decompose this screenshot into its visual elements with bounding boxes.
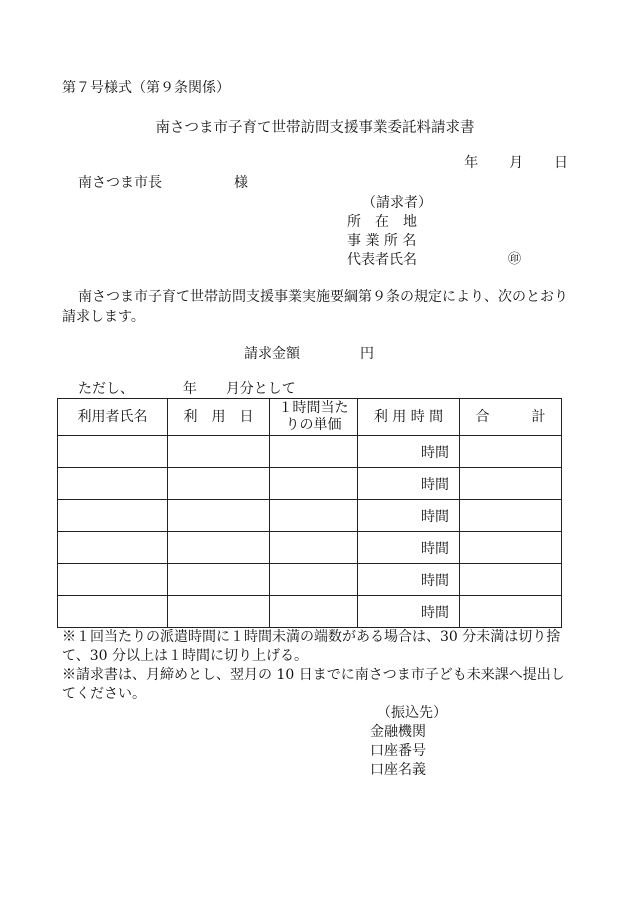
cell-user-name (58, 596, 168, 628)
amount-unit: 円 (360, 346, 374, 362)
addressee-name: 南さつま市長 (78, 175, 162, 191)
requester-business-label: 事 業 所 名 (347, 233, 417, 249)
header-usage-hours: 利 用 時 間 (358, 399, 460, 436)
document-title: 南さつま市子育て世帯訪問支援事業委託料請求書 (155, 120, 475, 136)
cell-unit-price (270, 564, 358, 596)
addressee (78, 174, 248, 192)
cell-user-name (58, 436, 168, 468)
bank-institution-label: 金融機関 (370, 724, 426, 740)
cell-usage-date (168, 436, 270, 468)
note-submission: ※請求書は、月締めとし、翌月の 10 日までに南さつま市子ども未来課へ提出してください。 (62, 667, 565, 702)
date-year: 年 (464, 155, 479, 171)
addressee-honorific: 様 (234, 175, 248, 191)
bank-heading: （振込先） (377, 705, 447, 721)
header-usage-date: 利 用 日 (168, 399, 270, 436)
bank-account-number-label: 口座番号 (370, 743, 426, 759)
table-header-row (58, 399, 562, 436)
cell-total (460, 468, 562, 500)
cell-user-name (58, 500, 168, 532)
header-user-name: 利用者氏名 (58, 399, 168, 436)
date-line (464, 154, 568, 172)
proviso-year: 年 (182, 381, 197, 397)
date-month: 月 (509, 155, 524, 171)
cell-usage-date (168, 596, 270, 628)
notes (62, 628, 574, 704)
table-row (58, 532, 562, 564)
date-day: 日 (554, 155, 568, 171)
table-row (58, 596, 562, 628)
cell-user-name (58, 468, 168, 500)
requester-heading: （請求者） (362, 195, 432, 211)
cell-total (460, 500, 562, 532)
proviso-line (78, 380, 296, 398)
requester-representative-label: 代表者氏名 (347, 252, 417, 268)
cell-total (460, 596, 562, 628)
cell-unit-price (270, 596, 358, 628)
amount-label: 請求金額 (244, 346, 300, 362)
cell-total (460, 532, 562, 564)
proviso-month: 月分として (225, 381, 296, 397)
requester-location-label: 所 在 地 (347, 214, 417, 230)
cell-hours: 時間 (358, 436, 460, 468)
cell-hours: 時間 (358, 468, 460, 500)
form-number: 第７号様式（第９条関係） (62, 80, 230, 96)
table-row (58, 468, 562, 500)
cell-unit-price (270, 532, 358, 564)
table-row (58, 436, 562, 468)
cell-unit-price (270, 500, 358, 532)
cell-hours: 時間 (358, 532, 460, 564)
table-row (58, 564, 562, 596)
amount-line (244, 345, 374, 363)
bank-account-name-label: 口座名義 (370, 762, 426, 778)
header-unit-price: １時間当たりの単価 (270, 399, 358, 436)
proviso-prefix: ただし、 (78, 381, 134, 397)
cell-hours: 時間 (358, 596, 460, 628)
cell-usage-date (168, 564, 270, 596)
cell-unit-price (270, 436, 358, 468)
cell-unit-price (270, 468, 358, 500)
note-rounding: ※１回当たりの派遣時間に１時間未満の端数がある場合は、30 分未満は切り捨て、30 分以上は１時間に切り上げる。 (62, 629, 561, 664)
table-row (58, 500, 562, 532)
cell-usage-date (168, 532, 270, 564)
cell-user-name (58, 564, 168, 596)
body-text: 南さつま市子育て世帯訪問支援事業実施要綱第９条の規定により、次のとおり請求します。 (62, 289, 568, 325)
header-total: 合 計 (460, 399, 562, 436)
cell-total (460, 436, 562, 468)
seal-mark: ㊞ (508, 252, 522, 267)
cell-usage-date (168, 468, 270, 500)
cell-hours: 時間 (358, 564, 460, 596)
cell-total (460, 564, 562, 596)
cell-user-name (58, 532, 168, 564)
usage-table (57, 398, 562, 628)
cell-hours: 時間 (358, 500, 460, 532)
cell-usage-date (168, 500, 270, 532)
